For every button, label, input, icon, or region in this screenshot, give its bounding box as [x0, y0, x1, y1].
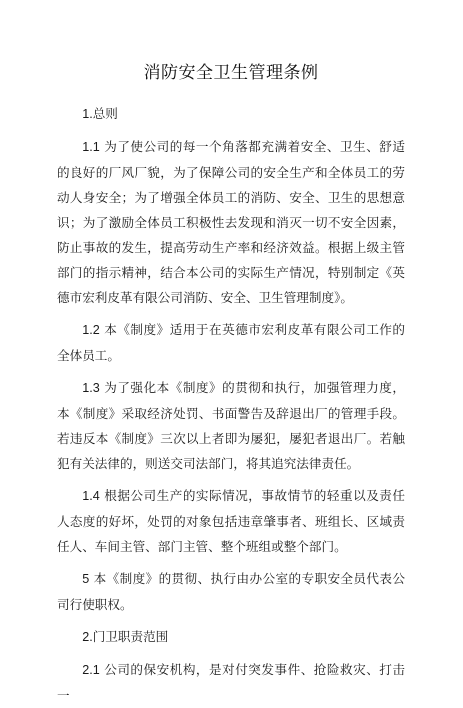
paragraph-1-3 [57, 375, 405, 476]
paragraph-number: 1.1 [82, 140, 100, 154]
paragraph-text: 根据公司生产的实际情况，事故情节的轻重以及责任人态度的好坏，处罚的对象包括违章肇事者、班组长、区域责任人、车间主管、部门主管、整个班组或整个部门。 [57, 488, 405, 554]
paragraph-text: 门卫职责范围 [92, 629, 169, 644]
paragraph-text: 为了使公司的每一个角落都充满着安全、卫生、舒适的良好的厂风厂貌，为了保障公司的安全生产和全体员工的劳动人身安全；为了增强全体员工的消防、安全、卫生的思想意识；为了激励全体员工积极性去发现和消灭一切不安全因素，防止事故的发生，提高劳动生产率和经济效益。根据上级主管部门的指示精神，结合本公司的实际生产情况，特别制定《英德市宏利皮革有限公司消防、安全、卫生管理制度》。 [57, 139, 405, 305]
paragraph-text: 为了强化本《制度》的贯彻和执行，加强管理力度，本《制度》采取经济处罚、书面警告及辞退出厂的管理手段。若违反本《制度》三次以上者即为屡犯，屡犯者退出厂。若触犯有关法律的，则送交司法部门，将其追究法律责任。 [57, 380, 405, 471]
paragraph-1-2 [57, 317, 405, 368]
paragraph-text: 总则 [92, 106, 118, 121]
paragraph-number: 1.3 [82, 381, 100, 395]
paragraph-number: 1.2 [82, 323, 100, 337]
paragraph-text: 本《制度》的贯彻、执行由办公室的专职安全员代表公司行使职权。 [57, 571, 405, 612]
paragraph-text: 公司的保安机构，是对付突发事件、抢险救灾、打击一 [57, 662, 405, 703]
paragraph-1-1 [57, 134, 405, 310]
paragraph-number: 5 [82, 572, 90, 586]
paragraph-number: 2. [82, 630, 93, 644]
paragraph-1-4 [57, 483, 405, 559]
document-title: 消防安全卫生管理条例 [143, 63, 319, 83]
paragraph-5 [57, 566, 405, 617]
section-heading-guard-duties [57, 624, 405, 650]
paragraph-number: 1. [82, 107, 93, 121]
paragraph-text: 本《制度》适用于在英德市宏利皮革有限公司工作的全体员工。 [57, 322, 405, 363]
paragraph-2-1 [57, 657, 405, 708]
paragraph-number: 1.4 [82, 489, 100, 503]
section-heading-general [57, 101, 405, 127]
paragraph-number: 2.1 [82, 663, 100, 677]
